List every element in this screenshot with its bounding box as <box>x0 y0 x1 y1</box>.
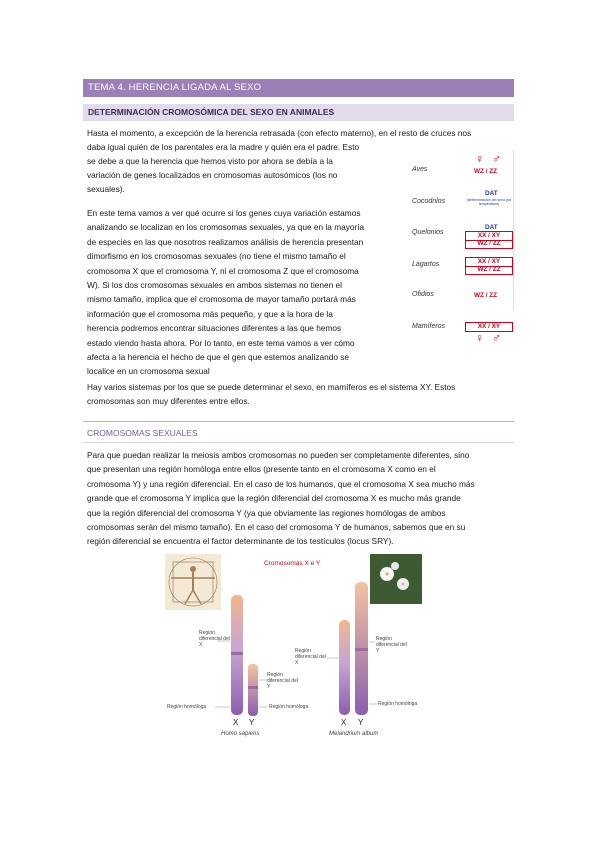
female-symbol-bottom: ♀ <box>475 331 484 345</box>
intro-line-2: daba igual quién de los parentales era la madre y quién era el padre. Esto <box>87 142 360 152</box>
species-aves: Aves <box>412 166 428 173</box>
intro-line-4: variación de genes localizados en cromosomas autosómicos (los no <box>87 170 338 180</box>
human-y-chromosome <box>248 664 258 716</box>
quelonios-dat: DAT <box>485 224 498 231</box>
aves-value: WZ / ZZ <box>474 168 498 175</box>
species-homo-sapiens: Homo sapiens <box>221 731 260 737</box>
quelonios-wz-box: WZ / ZZ <box>465 240 513 249</box>
chromosome-figure <box>163 552 423 742</box>
p2-line: de especies en las que nosotros realizamos análisis de herencia presentan <box>87 236 364 247</box>
vitruvian-man-image <box>165 554 221 610</box>
p2-line: cromosoma X que el cromosoma Y, ni el cromosoma Z que el cromosoma <box>87 265 359 276</box>
p2-line: mismo tamaño, implica que el cromosoma de mayor tamaño portará más <box>87 294 356 305</box>
ofidios-value: WZ / ZZ <box>474 292 498 299</box>
intro-line-3: se debe a que la herencia que hemos visto por ahora se debía a la <box>87 156 333 166</box>
p3-line-2: cromosomas son muy diferentes entre ellos. <box>87 396 250 406</box>
p2-line: dimorfismo en los cromosomas sexuales (no tiene el mismo tamaño el <box>87 251 346 262</box>
human-hom-label: Región homóloga <box>167 704 207 710</box>
section-rule-top <box>83 421 514 422</box>
human-y-diff-label: Región diferencial del Y <box>267 672 298 690</box>
s2-line: región diferencial se encuentra el factor determinante de los testículos (locus SRY). <box>87 536 394 547</box>
species-mamiferos: Mamíferos <box>412 323 446 330</box>
p2-line: localice en un cromosoma sexual <box>87 366 210 377</box>
mamiferos-xy-box: XX / XY <box>465 322 513 332</box>
p2-line: afecta a la herencia el hecho de que el gen que estemos analizando se <box>87 352 350 363</box>
table-divider <box>513 150 514 310</box>
p2-line: En este tema vamos a ver qué ocurre si los genes cuya variación estamos <box>87 208 361 218</box>
male-symbol: ♂ <box>492 152 501 166</box>
paragraph-2 <box>87 206 392 379</box>
p2-line: estado viendo hasta ahora. Por lo tanto, en este tema vamos a ver cómo <box>87 337 355 348</box>
melandrium-y-diff-label: Región diferencial del Y <box>376 636 407 654</box>
species-quelonios: Quelonios <box>412 229 444 236</box>
quelonios-xy-box: XX / XY <box>465 231 513 241</box>
melandrium-hom-label: Región homóloga <box>378 701 418 707</box>
human-x-diff-label: Región diferencial del X <box>199 630 230 648</box>
human-x-letter: X <box>233 718 239 727</box>
p2-line: información que el cromosoma más pequeño, y que a la hora de la <box>87 308 333 319</box>
melandrium-x-chromosome <box>339 620 350 715</box>
s2-line: cromosoma Y) y una región diferencial. En el caso de los humanos, que el cromosoma X sea mucho más <box>87 478 475 489</box>
lagartos-xy-box: XX / XY <box>465 257 513 267</box>
species-ofidios: Ofidios <box>412 291 434 298</box>
male-symbol-bottom: ♂ <box>492 331 501 345</box>
figure-title: Cromosomas X e Y <box>264 560 321 567</box>
human-hom-label-right: Región homóloga <box>269 704 309 710</box>
s2-line: cromosomas serán del mismo tamaño). En el caso del cromosoma Y de humanos, sabemos que en su <box>87 522 466 533</box>
melandrium-x-diff-label: Región diferencial del X <box>295 648 326 666</box>
intro-line-1: Hasta el momento, a excepción de la herencia retrasada (con efecto materno), en el resto de cruces nos <box>87 128 472 138</box>
p2-line: herencia podremos encontrar situaciones diferentes a las que hemos <box>87 323 342 334</box>
section2-body <box>87 448 514 549</box>
melandrium-y-letter: Y <box>358 718 364 727</box>
p2-line: W). Si los dos cromosomas sexuales en ambos sistemas no tienen el <box>87 280 343 291</box>
species-cocodrilos: Cocodrilos <box>412 198 446 205</box>
intro-line-5: sexuales). <box>87 184 125 194</box>
s2-line: Para que puedan realizar la meiosis ambos cromosomas no pueden ser completamente diferentes, sino <box>87 450 470 460</box>
section-title-cromosomas: CROMOSOMAS SEXUALES <box>87 428 198 438</box>
species-lagartos: Lagartos <box>412 261 440 268</box>
lagartos-wz-box: WZ / ZZ <box>465 266 513 275</box>
sex-determination-table <box>412 150 516 350</box>
s2-line: que la región diferencial del cromosoma Y (ya que obviamente las regiones homólogas de ambos <box>87 507 446 518</box>
topic-banner: TEMA 4. HERENCIA LIGADA AL SEXO <box>83 79 514 97</box>
p2-line: analizando se localizan en los cromosomas sexuales, ya que en la mayoría <box>87 222 365 233</box>
female-symbol: ♀ <box>475 152 484 166</box>
melandrium-x-letter: X <box>341 718 347 727</box>
human-y-letter: Y <box>249 718 255 727</box>
flower-photo <box>370 554 422 604</box>
section-heading: DETERMINACIÓN CROMOSÓMICA DEL SEXO EN ANIMALES <box>83 104 514 121</box>
s2-line: grande que el cromosoma Y implica que la región diferencial del cromosoma X es mucho más grande <box>87 493 461 504</box>
section-rule-bottom <box>83 442 514 443</box>
cocodrilos-value: DAT <box>485 190 498 197</box>
s2-line: que presentan una región homóloga entre ellos (presente tanto en el cromosoma X como en el <box>87 464 436 475</box>
cocodrilos-note: (determinación del sexo por temperatura) <box>466 198 512 207</box>
p3-line-1: Hay varios sistemas por los que se puede determinar el sexo, en mamíferos es el sistema XY. Estos <box>87 382 456 392</box>
species-melandrium-album: Melandrium album <box>329 731 379 737</box>
